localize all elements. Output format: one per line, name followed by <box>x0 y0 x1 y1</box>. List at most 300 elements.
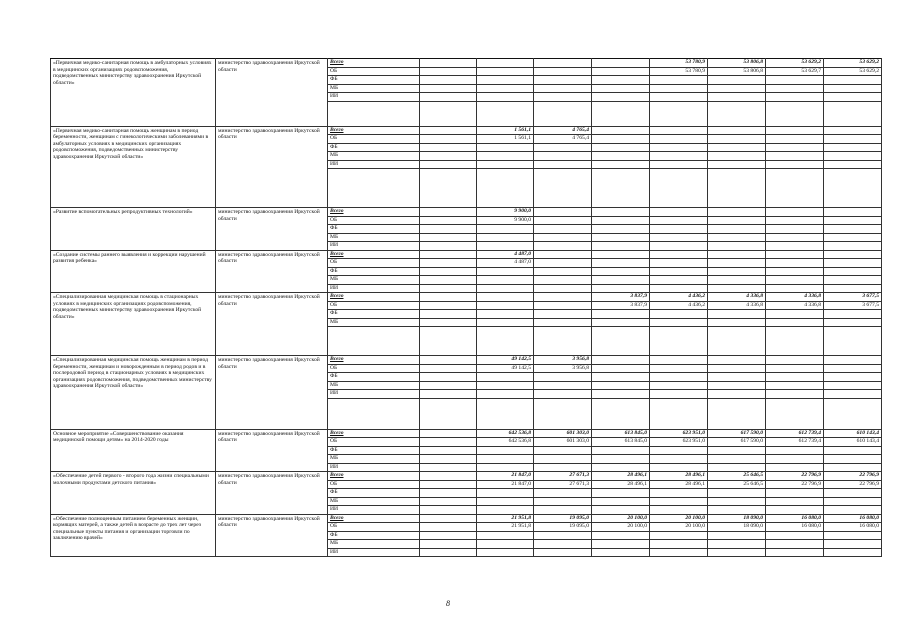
amount-cell <box>592 76 650 85</box>
amount-cell <box>650 497 708 506</box>
funding-source-cell: ОБ <box>328 438 420 447</box>
amount-cell <box>477 84 534 93</box>
amount-cell <box>824 318 882 327</box>
amount-cell: 610 143,4 <box>824 429 882 438</box>
amount-cell <box>592 390 650 399</box>
funding-source-cell: ОБ <box>328 216 420 225</box>
amount-cell <box>592 446 650 455</box>
amount-cell <box>477 548 534 557</box>
empty-cell <box>824 327 882 356</box>
funding-source-cell: ОБ <box>328 364 420 373</box>
funding-source-cell: МБ <box>328 233 420 242</box>
activity-name-cell: «Первичная медико-санитарная помощь женщинам в период беременности, женщинам с гинекологическими заболеваниями в амбулаторных условиях в медицинских организациях родовспоможения, подведомственных министерству здравоохранения Иркутской области» <box>51 126 216 208</box>
empty-cell <box>650 101 708 126</box>
amount-cell <box>708 455 766 464</box>
amount-cell <box>420 480 477 489</box>
amount-cell: 3 837,9 <box>592 293 650 302</box>
amount-cell <box>477 284 534 293</box>
amount-cell <box>420 438 477 447</box>
amount-cell <box>420 523 477 532</box>
amount-cell <box>534 250 592 259</box>
funding-source-cell: ФБ <box>328 76 420 85</box>
amount-cell <box>708 310 766 319</box>
empty-cell <box>650 169 708 208</box>
amount-cell <box>477 455 534 464</box>
amount-cell <box>824 242 882 251</box>
amount-cell <box>708 250 766 259</box>
amount-cell: 4 336,8 <box>708 301 766 310</box>
amount-cell <box>650 506 708 515</box>
amount-cell: 4 487,0 <box>477 250 534 259</box>
amount-cell <box>650 390 708 399</box>
amount-cell: 53 629,2 <box>824 59 882 68</box>
amount-cell: 53 629,2 <box>824 67 882 76</box>
amount-cell <box>592 135 650 144</box>
amount-cell <box>534 381 592 390</box>
amount-cell <box>592 489 650 498</box>
amount-cell <box>708 84 766 93</box>
amount-cell <box>420 59 477 68</box>
amount-cell: 53 629,2 <box>766 59 824 68</box>
empty-cell <box>420 327 477 356</box>
amount-cell <box>420 126 477 135</box>
empty-cell <box>420 398 477 429</box>
amount-cell: 53 629,7 <box>766 67 824 76</box>
amount-cell <box>650 208 708 217</box>
table-row-total <box>51 429 882 438</box>
amount-cell <box>592 463 650 472</box>
empty-cell <box>592 327 650 356</box>
amount-cell <box>420 259 477 268</box>
amount-cell: 22 796,9 <box>824 480 882 489</box>
empty-cell <box>766 169 824 208</box>
amount-cell <box>420 506 477 515</box>
amount-cell <box>708 152 766 161</box>
activity-name-cell: «Специализированная медицинская помощь в стационарных условиях в медицинских организациях родовспоможения, подведомственных министерству здравоохранения Иркутской области» <box>51 293 216 356</box>
amount-cell <box>420 497 477 506</box>
amount-cell <box>766 93 824 102</box>
amount-cell <box>592 93 650 102</box>
amount-cell <box>534 160 592 169</box>
amount-cell: 20 100,0 <box>592 514 650 523</box>
amount-cell: 9 900,0 <box>477 216 534 225</box>
amount-cell <box>708 233 766 242</box>
empty-cell <box>534 101 592 126</box>
amount-cell <box>766 160 824 169</box>
amount-cell <box>420 318 477 327</box>
amount-cell <box>824 489 882 498</box>
amount-cell <box>766 216 824 225</box>
amount-cell <box>477 540 534 549</box>
amount-cell <box>420 381 477 390</box>
responsible-cell: министерство здравоохранения Иркутской области <box>216 472 328 515</box>
funding-source-cell: ФБ <box>328 310 420 319</box>
amount-cell <box>766 250 824 259</box>
empty-cell <box>708 327 766 356</box>
amount-cell: 53 780,9 <box>650 59 708 68</box>
amount-cell: 28 496,1 <box>592 480 650 489</box>
empty-cell <box>592 169 650 208</box>
table-row-total <box>51 472 882 481</box>
amount-cell: 21 951,8 <box>477 514 534 523</box>
amount-cell <box>420 225 477 234</box>
amount-cell <box>650 356 708 365</box>
amount-cell <box>592 143 650 152</box>
amount-cell <box>824 310 882 319</box>
amount-cell <box>650 548 708 557</box>
amount-cell <box>708 216 766 225</box>
amount-cell: 20 100,0 <box>650 523 708 532</box>
amount-cell <box>766 540 824 549</box>
funding-source-cell: ИИ <box>328 463 420 472</box>
amount-cell <box>650 126 708 135</box>
funding-source-cell: ОБ <box>328 301 420 310</box>
empty-cell <box>766 327 824 356</box>
funding-source-cell: МБ <box>328 540 420 549</box>
amount-cell <box>592 276 650 285</box>
amount-cell <box>592 381 650 390</box>
amount-cell <box>534 242 592 251</box>
amount-cell <box>592 267 650 276</box>
amount-cell: 16 080,0 <box>824 514 882 523</box>
amount-cell: 623 951,0 <box>650 429 708 438</box>
amount-cell <box>766 152 824 161</box>
funding-source-cell: ФБ <box>328 143 420 152</box>
funding-source-cell: ИИ <box>328 284 420 293</box>
funding-source-cell: ФБ <box>328 446 420 455</box>
amount-cell <box>766 373 824 382</box>
amount-cell: 19 095,0 <box>534 523 592 532</box>
funding-source-cell: ИИ <box>328 242 420 251</box>
amount-cell <box>766 390 824 399</box>
amount-cell <box>766 310 824 319</box>
amount-cell <box>708 531 766 540</box>
amount-cell <box>477 225 534 234</box>
amount-cell: 21 847,0 <box>477 480 534 489</box>
amount-cell <box>766 143 824 152</box>
amount-cell <box>534 455 592 464</box>
amount-cell <box>824 373 882 382</box>
empty-cell <box>592 101 650 126</box>
amount-cell <box>824 135 882 144</box>
amount-cell <box>766 318 824 327</box>
amount-cell <box>477 497 534 506</box>
amount-cell: 21 847,0 <box>477 472 534 481</box>
amount-cell <box>650 318 708 327</box>
empty-cell <box>420 101 477 126</box>
amount-cell: 4 487,0 <box>477 259 534 268</box>
funding-source-cell: ФБ <box>328 373 420 382</box>
amount-cell <box>420 463 477 472</box>
funding-source-cell: Всего <box>328 429 420 438</box>
responsible-cell: министерство здравоохранения Иркутской области <box>216 356 328 430</box>
funding-source-cell: ОБ <box>328 259 420 268</box>
amount-cell <box>824 381 882 390</box>
amount-cell <box>824 506 882 515</box>
amount-cell <box>592 259 650 268</box>
amount-cell <box>824 548 882 557</box>
amount-cell <box>824 84 882 93</box>
amount-cell <box>477 67 534 76</box>
funding-source-cell: ФБ <box>328 267 420 276</box>
empty-cell <box>534 398 592 429</box>
responsible-cell: министерство здравоохранения Иркутской области <box>216 59 328 127</box>
amount-cell <box>708 548 766 557</box>
amount-cell <box>766 364 824 373</box>
amount-cell <box>420 356 477 365</box>
amount-cell: 53 780,9 <box>650 67 708 76</box>
amount-cell <box>534 489 592 498</box>
amount-cell <box>650 259 708 268</box>
amount-cell <box>592 84 650 93</box>
empty-cell <box>708 398 766 429</box>
amount-cell <box>766 135 824 144</box>
amount-cell: 16 080,0 <box>766 523 824 532</box>
activity-name-cell: «Обеспечение детей первого - второго года жизни специальными молочными продуктами детского питания» <box>51 472 216 515</box>
amount-cell <box>534 152 592 161</box>
funding-source-cell: ИИ <box>328 93 420 102</box>
amount-cell: 1 561,1 <box>477 126 534 135</box>
amount-cell <box>650 225 708 234</box>
amount-cell <box>534 446 592 455</box>
amount-cell <box>824 76 882 85</box>
amount-cell <box>477 233 534 242</box>
amount-cell <box>420 390 477 399</box>
empty-cell <box>650 398 708 429</box>
amount-cell <box>824 497 882 506</box>
amount-cell <box>420 216 477 225</box>
amount-cell <box>824 455 882 464</box>
amount-cell <box>650 84 708 93</box>
amount-cell <box>592 160 650 169</box>
amount-cell <box>534 208 592 217</box>
amount-cell: 642 536,8 <box>477 429 534 438</box>
amount-cell <box>766 489 824 498</box>
amount-cell <box>766 126 824 135</box>
amount-cell <box>824 446 882 455</box>
amount-cell <box>420 301 477 310</box>
amount-cell <box>477 381 534 390</box>
amount-cell <box>420 531 477 540</box>
amount-cell: 642 536,8 <box>477 438 534 447</box>
page-number: 8 <box>446 599 450 608</box>
funding-source-cell: ФБ <box>328 489 420 498</box>
amount-cell <box>592 242 650 251</box>
amount-cell <box>650 276 708 285</box>
amount-cell <box>708 356 766 365</box>
table-row-total <box>51 59 882 68</box>
amount-cell: 20 100,0 <box>650 514 708 523</box>
amount-cell <box>766 267 824 276</box>
funding-source-cell: ОБ <box>328 135 420 144</box>
amount-cell: 49 142,5 <box>477 356 534 365</box>
funding-source-cell: МБ <box>328 381 420 390</box>
amount-cell <box>766 276 824 285</box>
amount-cell: 18 090,0 <box>708 514 766 523</box>
amount-cell <box>766 225 824 234</box>
empty-cell <box>534 327 592 356</box>
table-row-total <box>51 514 882 523</box>
amount-cell <box>420 310 477 319</box>
amount-cell <box>592 310 650 319</box>
empty-cell <box>824 398 882 429</box>
amount-cell: 22 796,9 <box>766 472 824 481</box>
amount-cell: 25 646,5 <box>708 472 766 481</box>
amount-cell <box>766 208 824 217</box>
amount-cell <box>824 216 882 225</box>
amount-cell: 28 496,1 <box>592 472 650 481</box>
amount-cell <box>824 250 882 259</box>
empty-cell <box>328 101 420 126</box>
amount-cell <box>534 284 592 293</box>
amount-cell <box>592 373 650 382</box>
amount-cell <box>650 373 708 382</box>
amount-cell <box>824 267 882 276</box>
amount-cell <box>766 497 824 506</box>
amount-cell <box>534 301 592 310</box>
amount-cell <box>650 463 708 472</box>
amount-cell <box>534 531 592 540</box>
amount-cell <box>477 76 534 85</box>
amount-cell <box>708 276 766 285</box>
amount-cell: 28 496,1 <box>650 480 708 489</box>
amount-cell <box>708 259 766 268</box>
empty-cell <box>824 101 882 126</box>
amount-cell <box>824 143 882 152</box>
amount-cell <box>534 267 592 276</box>
responsible-cell: министерство здравоохранения Иркутской области <box>216 429 328 472</box>
amount-cell: 612 739,4 <box>766 438 824 447</box>
amount-cell <box>420 284 477 293</box>
amount-cell: 3 677,5 <box>824 293 882 302</box>
amount-cell <box>708 242 766 251</box>
amount-cell <box>477 463 534 472</box>
amount-cell <box>650 531 708 540</box>
funding-source-cell: ИИ <box>328 390 420 399</box>
empty-cell <box>420 169 477 208</box>
amount-cell <box>420 160 477 169</box>
amount-cell <box>420 514 477 523</box>
amount-cell: 25 646,5 <box>708 480 766 489</box>
amount-cell: 19 095,0 <box>534 514 592 523</box>
amount-cell <box>824 284 882 293</box>
amount-cell <box>534 540 592 549</box>
amount-cell <box>420 489 477 498</box>
amount-cell <box>420 548 477 557</box>
amount-cell <box>824 160 882 169</box>
table-row-total <box>51 208 882 217</box>
amount-cell: 16 080,0 <box>824 523 882 532</box>
amount-cell <box>534 259 592 268</box>
amount-cell: 20 100,0 <box>592 523 650 532</box>
amount-cell: 613 845,0 <box>592 438 650 447</box>
amount-cell: 18 090,0 <box>708 523 766 532</box>
amount-cell <box>534 76 592 85</box>
amount-cell: 1 561,1 <box>477 135 534 144</box>
table-row-total <box>51 250 882 259</box>
amount-cell <box>477 242 534 251</box>
amount-cell <box>477 276 534 285</box>
amount-cell <box>592 208 650 217</box>
amount-cell <box>534 67 592 76</box>
responsible-cell: министерство здравоохранения Иркутской области <box>216 208 328 251</box>
amount-cell <box>477 293 534 302</box>
amount-cell <box>824 259 882 268</box>
empty-cell <box>708 169 766 208</box>
funding-source-cell: ОБ <box>328 523 420 532</box>
amount-cell <box>534 497 592 506</box>
amount-cell <box>708 463 766 472</box>
activity-name-cell: «Создание системы раннего выявления и коррекции нарушений развития ребенка» <box>51 250 216 293</box>
amount-cell: 601 303,0 <box>534 438 592 447</box>
amount-cell <box>420 373 477 382</box>
amount-cell <box>477 143 534 152</box>
amount-cell: 3 837,9 <box>592 301 650 310</box>
funding-source-cell: Всего <box>328 293 420 302</box>
amount-cell: 16 080,0 <box>766 514 824 523</box>
amount-cell <box>766 84 824 93</box>
amount-cell <box>650 446 708 455</box>
activity-name-cell: «Первичная медико-санитарная помощь в амбулаторных условиях в медицинских организациях родовспоможения, подведомственных министерству здравоохранения Иркутской области» <box>51 59 216 127</box>
table-row-total <box>51 293 882 302</box>
amount-cell <box>592 284 650 293</box>
amount-cell <box>650 135 708 144</box>
funding-source-cell: ФБ <box>328 225 420 234</box>
amount-cell <box>477 310 534 319</box>
amount-cell <box>477 390 534 399</box>
amount-cell <box>477 489 534 498</box>
amount-cell <box>477 373 534 382</box>
empty-cell <box>477 327 534 356</box>
amount-cell <box>592 455 650 464</box>
amount-cell <box>477 446 534 455</box>
amount-cell <box>650 364 708 373</box>
amount-cell: 9 900,0 <box>477 208 534 217</box>
amount-cell: 27 671,3 <box>534 480 592 489</box>
amount-cell <box>708 390 766 399</box>
funding-source-cell: МБ <box>328 318 420 327</box>
amount-cell <box>477 93 534 102</box>
amount-cell <box>650 143 708 152</box>
amount-cell <box>534 318 592 327</box>
amount-cell <box>824 463 882 472</box>
amount-cell <box>592 364 650 373</box>
funding-source-cell: ОБ <box>328 480 420 489</box>
amount-cell: 53 806,8 <box>708 67 766 76</box>
amount-cell <box>824 152 882 161</box>
amount-cell <box>592 531 650 540</box>
amount-cell <box>650 250 708 259</box>
amount-cell <box>650 540 708 549</box>
empty-cell <box>766 398 824 429</box>
amount-cell <box>766 455 824 464</box>
amount-cell <box>420 472 477 481</box>
amount-cell <box>766 531 824 540</box>
amount-cell <box>477 152 534 161</box>
empty-cell <box>650 327 708 356</box>
amount-cell <box>708 373 766 382</box>
funding-source-cell: ИИ <box>328 548 420 557</box>
amount-cell <box>824 225 882 234</box>
amount-cell <box>592 540 650 549</box>
amount-cell <box>824 364 882 373</box>
amount-cell: 4 436,2 <box>650 293 708 302</box>
amount-cell <box>650 160 708 169</box>
amount-cell <box>766 76 824 85</box>
amount-cell <box>824 390 882 399</box>
amount-cell <box>592 318 650 327</box>
funding-source-cell: МБ <box>328 497 420 506</box>
